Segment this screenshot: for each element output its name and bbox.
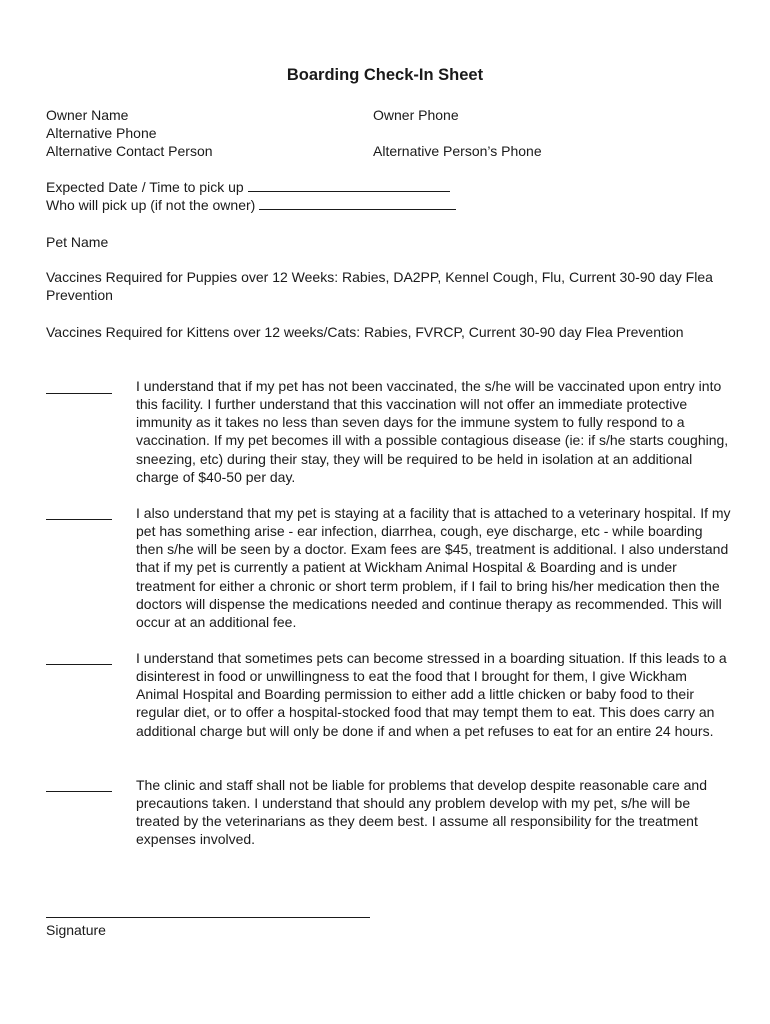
page-title: Boarding Check-In Sheet <box>286 66 484 84</box>
alt-person-phone-label: Alternative Person’s Phone <box>373 143 542 159</box>
initial-line-liability[interactable] <box>46 791 112 792</box>
initial-line-feeding[interactable] <box>46 664 112 665</box>
pickup-who-row <box>46 196 456 214</box>
owner-name-label: Owner Name <box>46 107 129 123</box>
pet-name-label: Pet Name <box>46 234 109 250</box>
alt-contact-label: Alternative Contact Person <box>46 143 213 159</box>
clause-liability: The clinic and staff shall not be liable for problems that develop despite reasonable care and precautions taken. I understand that should any problem develop with my pet, s/he will be treated by the veterinarians as they deem best. I assume all responsibility for the treatment expenses involved. <box>136 777 707 848</box>
initial-line-vaccination[interactable] <box>46 393 112 394</box>
pickup-who-field[interactable] <box>259 196 456 210</box>
pickup-who-label: Who will pick up (if not the owner) <box>46 197 256 213</box>
alt-phone-label: Alternative Phone <box>46 125 157 141</box>
signature-label: Signature <box>46 922 106 938</box>
clause-feeding: I understand that sometimes pets can become stressed in a boarding situation. If this leads to a disinterest in food or unwillingness to eat the food that I brought for them, I give Wickham Animal Hospital and Boarding permission to either add a little chicken or baby food to their regular diet, or to offer a hospital-stocked food that may tempt them to eat. This does carry an additional charge but will only be done if and when a pet refuses to eat for an entire 24 hours. <box>136 650 727 739</box>
clause-vaccination: I understand that if my pet has not been vaccinated, the s/he will be vaccinated upon entry into this facility. I further understand that this vaccination will not offer an immediate protective immunity as it takes no less than seven days for the immune system to fully respond to a vaccination. If my pet becomes ill with a possible contagious disease (ie: if s/he starts coughing, sneezing, etc) during their stay, they will be required to be held in isolation at an additional charge of $40-50 per day. <box>136 378 729 485</box>
clause-veterinary: I also understand that my pet is staying at a facility that is attached to a veterinary hospital. If my pet has something arise - ear infection, diarrhea, cough, eye discharge, etc - while boarding then s/he will be seen by a doctor. Exam fees are $45, treatment is additional. I also understand that if my pet is currently a patient at Wickham Animal Hospital & Boarding and is under treatment for either a chronic or short term problem, if I fail to bring his/her medication then the doctors will dispense the medications needed and continue therapy as recommended. This will occur at an additional fee. <box>136 505 731 630</box>
pickup-time-field[interactable] <box>248 178 450 192</box>
pickup-time-label: Expected Date / Time to pick up <box>46 179 244 195</box>
owner-phone-label: Owner Phone <box>373 107 459 123</box>
pickup-time-row <box>46 178 450 196</box>
kitten-vaccines-text: Vaccines Required for Kittens over 12 weeks/Cats: Rabies, FVRCP, Current 30-90 day Flea Prevention <box>46 324 684 340</box>
puppy-vaccines-text: Vaccines Required for Puppies over 12 Weeks: Rabies, DA2PP, Kennel Cough, Flu, Current 30-90 day Flea Prevention <box>46 269 713 304</box>
initial-line-veterinary[interactable] <box>46 519 112 520</box>
signature-line[interactable] <box>46 917 370 918</box>
